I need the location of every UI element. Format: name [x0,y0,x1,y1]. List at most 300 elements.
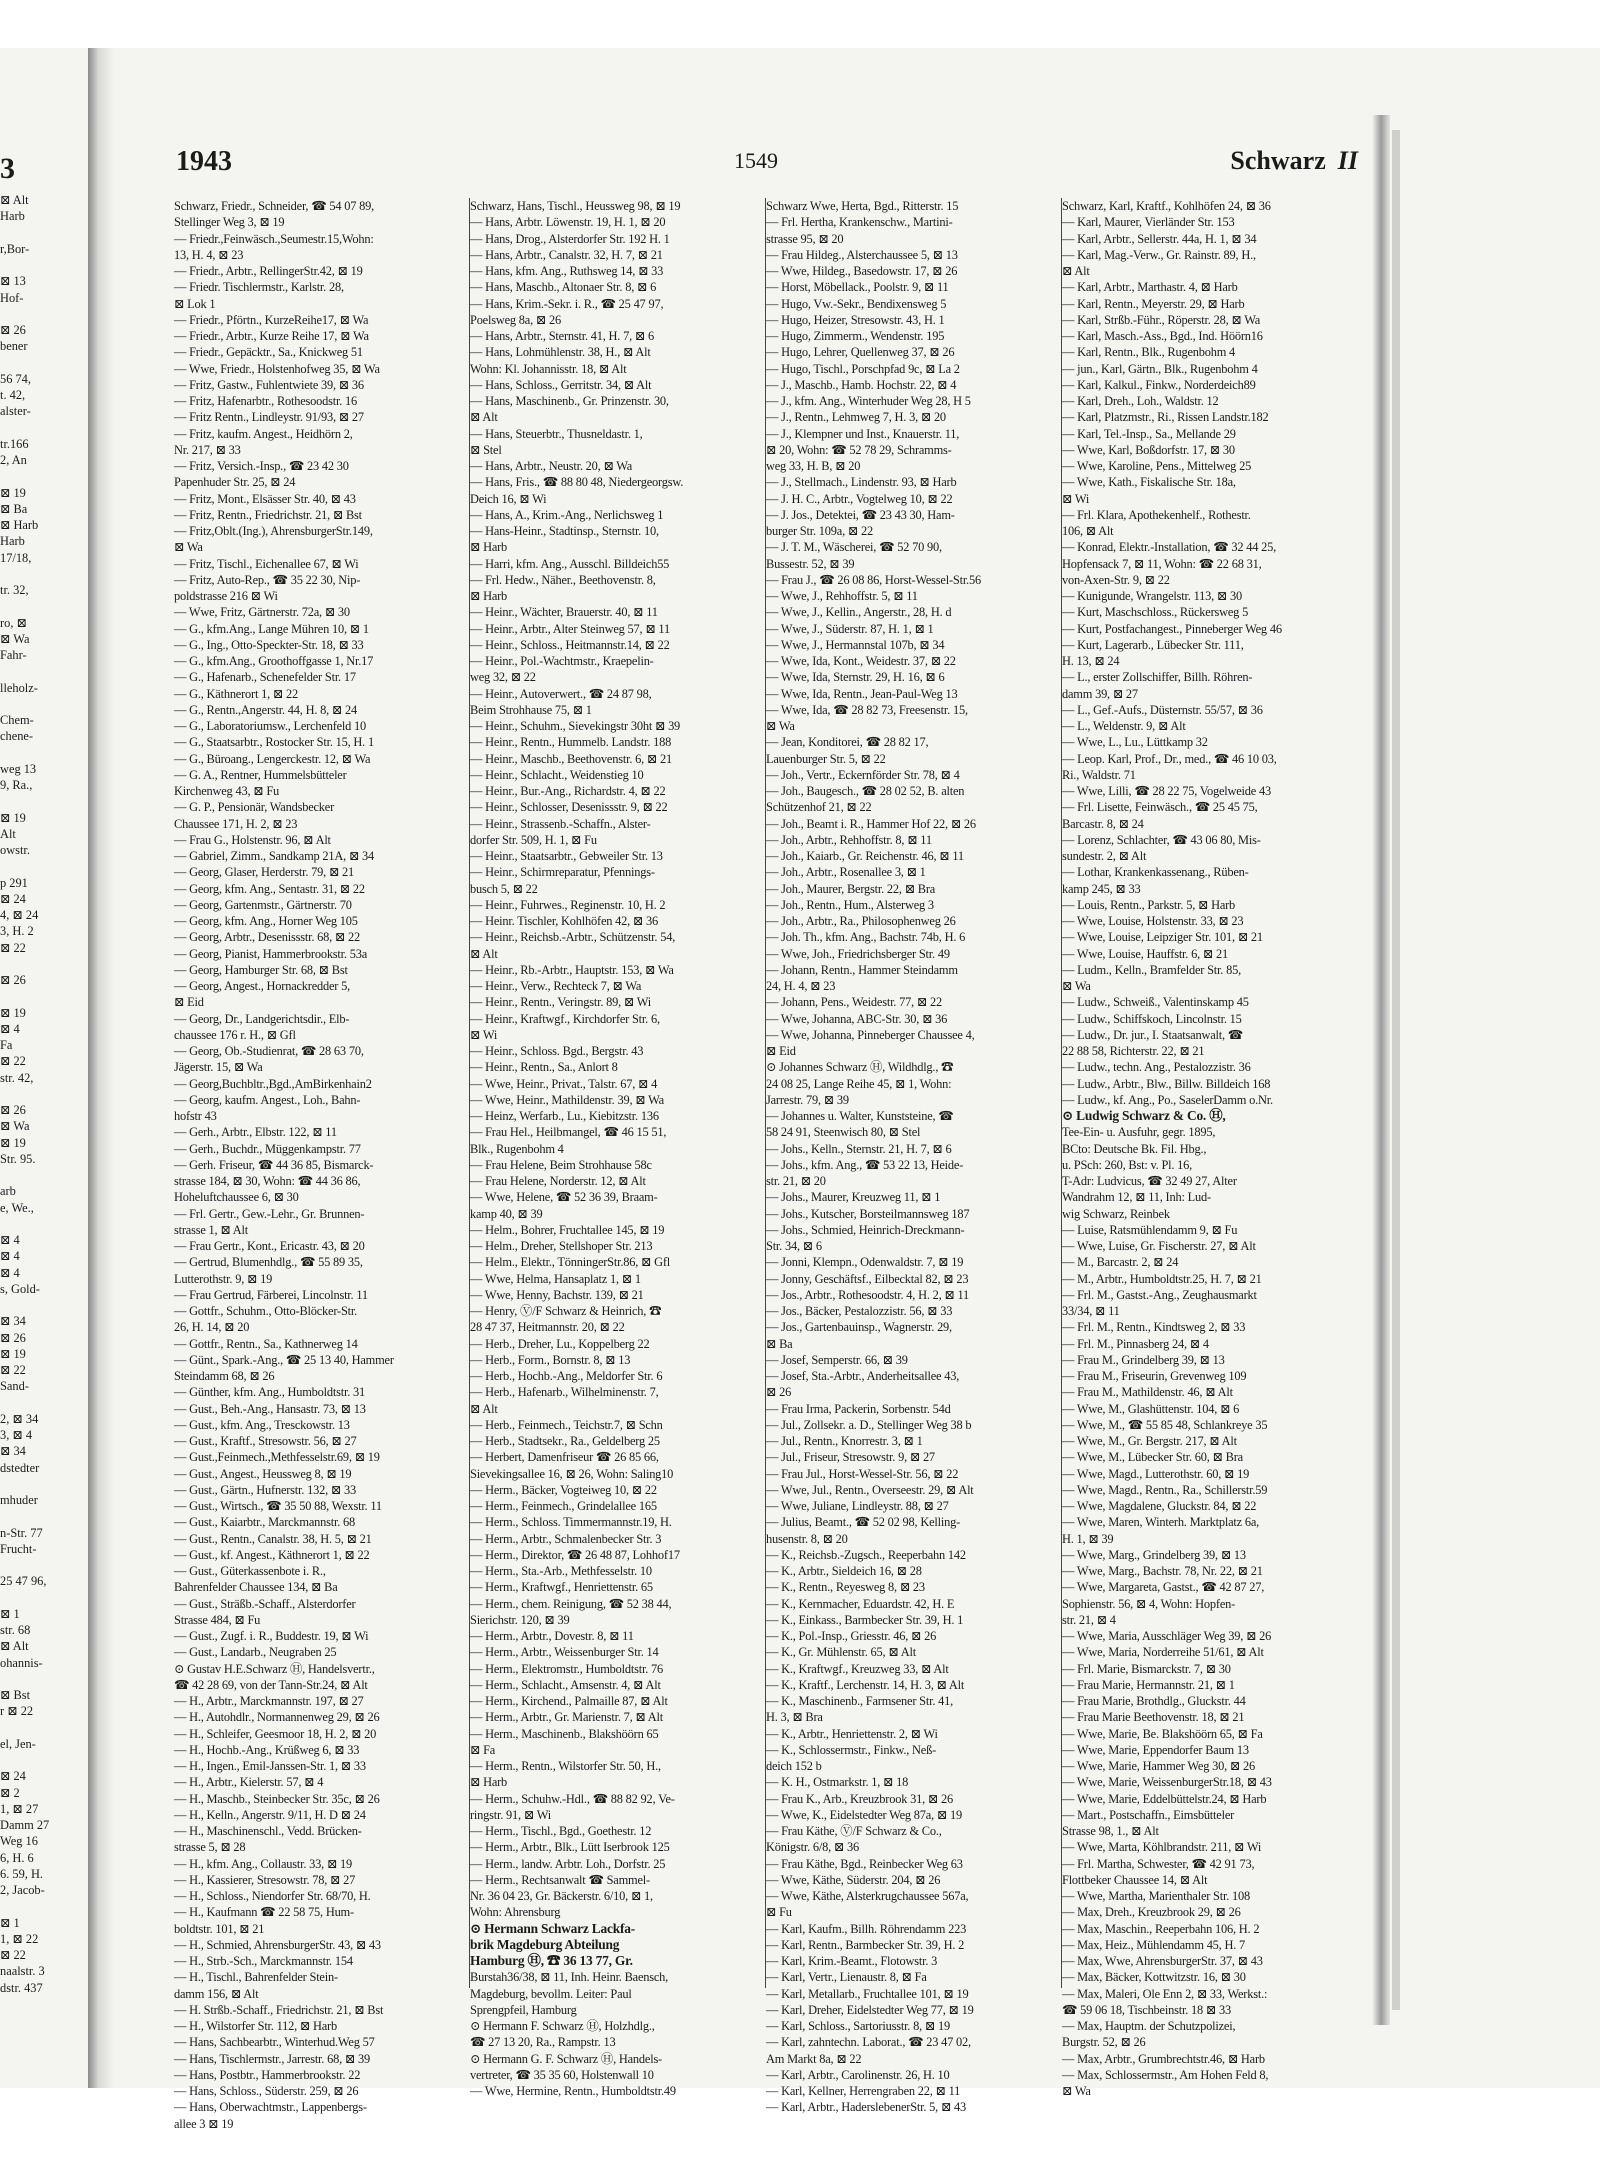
directory-entry-line: strasse 184, ⊠ 30, Wohn: ☎ 44 36 86, [174,1174,361,1188]
directory-entry-line: — Heinr., Rentn., Sa., Anlort 8 [470,1060,618,1075]
directory-entry-line: — Wwe, Marie, Eddelbüttelstr.24, ⊠ Harb [1062,1791,1267,1806]
left-page-line: ⊠ 13 [0,274,26,289]
left-page-line: ⊠ 22 [0,1948,26,1962]
directory-entry-line: — Frl. Hedw., Näher., Beethovenstr. 8, [470,572,656,587]
directory-entry-line: — H., Maschinenschl., Vedd. Brücken- [174,1824,362,1838]
directory-entry-line: Wohn: Ahrensburg [470,1905,561,1920]
directory-entry-line: — Karl, Schloss., Sartoriusstr. 8, ⊠ 19 [766,2019,950,2033]
directory-entry-line: — H., Arbtr., Marckmannstr. 197, ⊠ 27 [174,1694,364,1708]
directory-page [174,140,1362,2131]
directory-entry-line: — Wwe, Louise, Holstenstr. 33, ⊠ 23 [1062,914,1244,928]
directory-entry-line: — Wwe, M., Gr. Bergstr. 217, ⊠ Alt [1062,1434,1237,1448]
left-page-line: 4, ⊠ 24 [0,908,39,922]
directory-entry-line: wig Schwarz, Reinbek [1062,1206,1170,1221]
directory-entry-line: — Georg, kaufm. Angest., Loh., Bahn- [174,1092,361,1107]
directory-column-4 [1062,198,1362,2098]
directory-entry-line: — Wwe, Fritz, Gärtnerstr. 72a, ⊠ 30 [174,605,350,620]
left-page-line: Fahr- [0,648,27,662]
directory-entry-line: — Max, Schlossermstr., Am Hohen Feld 8, [1062,2067,1269,2082]
left-page-line [0,1086,86,1102]
directory-entry-line: — Wwe, Magd., Rentn., Ra., Schillerstr.59 [1062,1482,1268,1497]
directory-entry-line: — Herm., Schuhw.-Hdl., ☎ 88 82 92, Ve- [470,1791,675,1806]
directory-entry-line: — L., erster Zollschiffer, Billh. Röhren- [1062,670,1253,685]
directory-entry-line: — Fritz,Oblt.(Ing.), AhrensburgerStr.149, [174,524,373,538]
directory-entry-line: — Wwe, Maria, Norderreihe 51/61, ⊠ Alt [1062,1645,1264,1660]
directory-column-3 [766,198,1060,2115]
directory-entry-line: Schwarz, Hans, Tischl., Heussweg 98, ⊠ 19 [470,199,681,213]
directory-entry-line: Blk., Rugenbohm 4 [470,1141,564,1156]
directory-entry-line: — Heinr., Kraftwgf., Kirchdorfer Str. 6, [470,1011,660,1026]
directory-entry-line: — Wwe, M., Glashüttenstr. 104, ⊠ 6 [1062,1401,1240,1416]
directory-entry-line: — Johs., Maurer, Kreuzweg 11, ⊠ 1 [766,1190,941,1205]
directory-entry-line: — Karl, Arbtr., Carolinenstr. 26, H. 10 [766,2067,950,2082]
left-page-line: ⊠ 1 [0,1606,20,1621]
directory-entry-line: ⊠ Lok 1 [174,296,216,311]
directory-entry-line: — Hugo, Vw.-Sekr., Bendixensweg 5 [766,296,947,311]
directory-entry-line: — Herb., Dreher, Lu., Koppelberg 22 [470,1336,650,1351]
directory-entry-line: Schwarz, Karl, Kraftf., Kohlhöfen 24, ⊠ 36 [1062,199,1271,213]
directory-entry-line: sundestr. 2, ⊠ Alt [1062,849,1147,863]
directory-entry-line: — Wwe, Ida, Rentn., Jean-Paul-Weg 13 [766,686,958,701]
directory-entry-line: — Hans, Steuerbtr., Thusneldastr. 1, [470,426,643,441]
directory-entry-line: — K., Maschinenb., Farmsener Str. 41, [766,1694,954,1708]
directory-entry-line: — Karl, Rentn., Blk., Rugenbohm 4 [1062,345,1236,360]
directory-entry-line: — Johs., Schmied, Heinrich-Dreckmann- [766,1222,965,1237]
directory-entry-line: — Wwe, Johanna, Pinneberger Chaussee 4, [766,1027,975,1042]
directory-entry-line: — Frl. Marie, Bismarckstr. 7, ⊠ 30 [1062,1661,1231,1676]
directory-entry-line: — Ludw., kf. Ang., Po., SaselerDamm o.Nr. [1062,1092,1273,1107]
directory-entry-line: ⊙ Hermann F. Schwarz Ⓗ, Holzhdlg., [470,2019,655,2033]
directory-entry-line: Jägerstr. 15, ⊠ Wa [174,1060,263,1075]
left-page-line [0,1720,86,1736]
directory-entry-line: — G., Laboratoriumsw., Lerchenfeld 10 [174,719,367,733]
left-page-line: alster- [0,404,31,419]
page-number: 1549 [734,148,778,173]
directory-entry-line: ⊙ Gustav H.E.Schwarz Ⓗ, Handelsvertr., [174,1661,375,1676]
directory-entry-line: — Lothar, Krankenkassenang., Rüben- [1062,865,1249,880]
directory-entry-line: — Hans, Arbtr., Neustr. 20, ⊠ Wa [470,459,633,473]
directory-entry-line: ⊠ Wa [174,540,203,555]
directory-entry-line: ⊠ 20, Wohn: ☎ 52 78 29, Schramms- [766,442,952,457]
directory-entry-line: — Heinr., Rentn., Veringstr. 89, ⊠ Wi [470,995,651,1010]
left-page-line: t. 42, [0,388,26,402]
directory-entry-line: — Karl, Kaufm., Billh. Röhrendamm 223 [766,1921,967,1936]
directory-entry-line: — Johann, Rentn., Hammer Steindamm [766,962,958,977]
directory-entry-line: — J., Rentn., Lehmweg 7, H. 3, ⊠ 20 [766,410,946,425]
directory-entry-line: — J. H. C., Arbtr., Vogtelweg 10, ⊠ 22 [766,491,953,506]
left-page-line: 2, ⊠ 34 [0,1411,39,1426]
directory-entry-line: — M., Arbtr., Humboldtstr.25, H. 7, ⊠ 21 [1062,1271,1262,1286]
directory-entry-line: — Heinr., Bur.-Ang., Richardstr. 4, ⊠ 22 [470,784,666,798]
directory-entry-line: Bussestr. 52, ⊠ 39 [766,556,855,571]
directory-entry-line: — Georg, Dr., Landgerichtsdir., Elb- [174,1011,350,1026]
running-head-volume: II [1337,146,1358,175]
left-page-line: 6. 59, H. [0,1866,44,1881]
directory-entry-line: — Heinr., Schlacht., Weidenstieg 10 [470,767,644,782]
directory-entry-line: — Frau M., Friseurin, Grevenweg 109 [1062,1369,1247,1383]
directory-entry-line: Sievekingsallee 16, ⊠ 26, Wohn: Saling10 [470,1466,674,1481]
left-page-line [0,858,86,874]
directory-entry-line: — Georg, kfm. Ang., Horner Weg 105 [174,914,358,928]
directory-entry-line: — Herm., Direktor, ☎ 26 48 87, Lohhof17 [470,1547,680,1562]
left-page-line: tr. 32, [0,583,29,597]
directory-entry-line: — Fritz, Auto-Rep., ☎ 35 22 30, Nip- [174,572,361,587]
left-page-line: Damm 27 [0,1818,50,1832]
directory-entry-line: — Hans, Drog., Alsterdorfer Str. 192 H. 1 [470,231,670,246]
directory-entry-line: — Herm., landw. Arbtr. Loh., Dorfstr. 25 [470,1856,666,1871]
left-page-line: 25 47 96, [0,1574,47,1589]
left-page-line: r ⊠ 22 [0,1704,34,1719]
directory-entry-line: ⊠ Fu [766,1905,792,1920]
directory-entry-line: 24 08 25, Lange Reihe 45, ⊠ 1, Wohn: [766,1076,952,1091]
directory-entry-line: Hamburg Ⓗ, ☎ 36 13 77, Gr. [470,1953,633,1968]
directory-entry-line: — Hans, Schloss., Gerritstr. 34, ⊠ Alt [470,377,652,392]
left-page-fragment [0,150,86,1995]
directory-entry-line: — Helm., Dreher, Stellshoper Str. 213 [470,1239,653,1253]
directory-entry-line: — J., kfm. Ang., Winterhuder Weg 28, H 5 [766,394,971,408]
left-page-line: ⊠ 4 [0,1265,20,1280]
directory-entry-line: — Wwe, J., Rehhoffstr. 5, ⊠ 11 [766,589,918,603]
directory-entry-line: — Gottfr., Schuhm., Otto-Blöcker-Str. [174,1304,358,1318]
directory-column-1 [174,198,468,2131]
directory-entry-line: — Wwe, Marg., Grindelberg 39, ⊠ 13 [1062,1547,1246,1562]
directory-entry-line: Burstah36/38, ⊠ 11, Inh. Heinr. Baensch, [470,1970,669,1985]
directory-entry-line: — Hans, Arbtr., Sternstr. 41, H. 7, ⊠ 6 [470,329,654,343]
page-edge [1372,115,1390,2025]
left-page-line: Fa [0,1038,13,1052]
directory-entry-line: hofstr 43 [174,1109,217,1123]
left-page-line [0,1671,86,1687]
directory-entry-line: — Wwe, J., Süderstr. 87, H. 1, ⊠ 1 [766,621,934,636]
directory-entry-line: Barcastr. 8, ⊠ 24 [1062,816,1144,831]
left-page-line [0,1297,86,1313]
directory-entry-line: — Johannes u. Walter, Kunststeine, ☎ [766,1109,954,1123]
directory-entry-line: — Max, Maleri, Ole Enn 2, ⊠ 33, Werkst.: [1062,1986,1268,2001]
directory-entry-line: — Heinr., Schloss. Bgd., Bergstr. 43 [470,1044,644,1058]
left-page-line: ⊠ 24 [0,891,26,906]
directory-entry-line: — Herm., Tischl., Bgd., Goethestr. 12 [470,1824,652,1838]
left-page-line [0,663,86,679]
directory-entry-line: ⊠ Wa [1062,2084,1091,2098]
directory-entry-line: — Wwe, J., Hermannstal 107b, ⊠ 34 [766,637,945,652]
left-page-line: ⊠ 26 [0,1103,26,1117]
left-page-line: 3, H. 2 [0,924,34,939]
directory-entry-line: — Frau Käthe, Bgd., Reinbecker Weg 63 [766,1856,963,1871]
directory-entry-line: — Gust., kf. Angest., Käthnerort 1, ⊠ 22 [174,1547,370,1562]
directory-entry-line: ⊙ Hermann G. F. Schwarz Ⓗ, Handels- [470,2051,662,2066]
left-page-line: ⊠ 34 [0,1314,26,1329]
left-page-line: 17/18, [0,550,32,565]
directory-entry-line: Hopfensack 7, ⊠ 11, Wohn: ☎ 22 68 31, [1062,556,1262,571]
left-page-line: Hof- [0,290,24,305]
directory-entry-line: Lutterothstr. 9, ⊠ 19 [174,1271,273,1286]
directory-entry-line: ⊠ Wi [470,1027,498,1042]
directory-entry-line: — K., Arbtr., Henriettenstr. 2, ⊠ Wi [766,1726,938,1741]
directory-entry-line: 106, ⊠ Alt [1062,524,1114,538]
directory-entry-line: — H., Wilstorfer Str. 112, ⊠ Harb [174,2019,337,2033]
directory-entry-line: — Leop. Karl, Prof., Dr., med., ☎ 46 10 03, [1062,751,1277,766]
left-page-lines [0,192,86,1996]
directory-entry-line: Strasse 98, 1., ⊠ Alt [1062,1824,1159,1838]
directory-entry-line: — Helm., Elektr., TönningerStr.86, ⊠ Gfl [470,1255,671,1270]
directory-entry-line: — Frl. Gertr., Gew.-Lehr., Gr. Brunnen- [174,1206,365,1221]
directory-column-2 [470,198,764,2098]
directory-entry-line: — Wwe, J., Kellin., Angerstr., 28, H. d [766,605,952,620]
directory-entry-line: — Frau Irma, Packerin, Sorbenstr. 54d [766,1401,951,1416]
directory-entry-line: — H., Tischl., Bahrenfelder Stein- [174,1970,338,1985]
left-page-line: ⊠ 19 [0,485,26,500]
directory-entry-line: — Heinr., Wächter, Brauerstr. 40, ⊠ 11 [470,605,658,620]
directory-entry-line: ringstr. 91, ⊠ Wi [470,1807,551,1822]
directory-entry-line: burger Str. 109a, ⊠ 22 [766,524,873,538]
left-page-line: ⊠ Ba [0,501,28,516]
directory-entry-line: — Wwe, Ida, ☎ 28 82 73, Freesenstr. 15, [766,702,968,717]
directory-entry-line: — Karl, Masch.-Ass., Bgd., Ind. Höörn16 [1062,329,1263,343]
directory-entry-line: — G., Rentn.,Angerstr. 44, H. 8, ⊠ 24 [174,702,357,717]
directory-entry-line: Poelsweg 8a, ⊠ 26 [470,312,561,327]
directory-entry-line: — Hugo, Heizer, Stresowstr. 43, H. 1 [766,312,945,327]
left-page-line [0,420,86,436]
left-page-line: 2, Jacob- [0,1883,45,1897]
left-page-line: ⊠ 24 [0,1769,26,1784]
directory-entry-line: 33/34, ⊠ 11 [1062,1304,1120,1318]
directory-entry-line: — Hans, Krim.-Sekr. i. R., ☎ 25 47 97, [470,296,664,311]
directory-entry-line: — Gust., kfm. Ang., Tresckowstr. 13 [174,1417,350,1432]
directory-entry-line: — Karl, Platzmstr., Ri., Rissen Landstr.182 [1062,410,1269,425]
directory-entry-line: — Kurt, Lagerarb., Lübecker Str. 111, [1062,637,1244,652]
left-page-line [0,306,86,322]
directory-entry-line: — Wwe, Kath., Fiskalische Str. 18a, [1062,475,1236,490]
directory-entry-line: — H., Schloss., Niendorfer Str. 68/70, H. [174,1889,371,1903]
directory-entry-line: T-Adr: Ludvicus, ☎ 32 49 27, Alter [1062,1174,1237,1188]
directory-entry-line: — Henry, Ⓥ/F Schwarz & Heinrich, ☎ [470,1304,662,1318]
directory-entry-line: — Karl, Kellner, Herrengraben 22, ⊠ 11 [766,2084,961,2098]
directory-entry-line: — Louis, Rentn., Parkstr. 5, ⊠ Harb [1062,897,1236,912]
directory-entry-line: — Ludw., Schiffskoch, Lincolnstr. 15 [1062,1011,1242,1026]
directory-entry-line: — Kurt, Postfachangest., Pinneberger Weg 46 [1062,621,1282,636]
left-page-line: ⊠ 4 [0,1249,20,1264]
directory-entry-line: strasse 5, ⊠ 28 [174,1840,246,1855]
directory-entry-line: — Herbert, Damenfriseur ☎ 26 85 66, [470,1450,659,1465]
directory-entry-line: — Hugo, Lehrer, Quellenweg 37, ⊠ 26 [766,345,955,360]
directory-entry-line: — Georg, Hamburger Str. 68, ⊠ Bst [174,962,348,977]
directory-entry-line: — Frl. Hertha, Krankenschw., Martini- [766,215,953,230]
directory-entry-line: — Frau Gertr., Kont., Ericastr. 43, ⊠ 20 [174,1239,365,1253]
left-page-line: ohannis- [0,1655,43,1670]
directory-entry-line: — Frau M., Grindelberg 39, ⊠ 13 [1062,1352,1225,1367]
left-page-line: ⊠ 34 [0,1444,26,1459]
directory-entry-line: — Hugo, Zimmerm., Wendenstr. 195 [766,329,945,343]
directory-entry-line: — Wwe, Käthe, Süderstr. 204, ⊠ 26 [766,1872,941,1887]
left-page-line: Harb [0,209,25,224]
directory-entry-line: — H., Strb.-Sch., Marckmannstr. 154 [174,1954,353,1968]
directory-entry-line: vertreter, ☎ 35 35 60, Holstenwall 10 [470,2067,654,2082]
directory-entry-line: — Heinr., Reichsb.-Arbtr., Schützenstr. 54, [470,930,676,945]
directory-entry-line: — Heinr., Strassenb.-Schaffn., Alster- [470,816,651,831]
directory-entry-line: u. PSch: 260, Bst: v. Pl. 16, [1062,1157,1193,1172]
directory-entry-line: — G., kfm.Ang., Lange Mühren 10, ⊠ 1 [174,621,369,636]
directory-entry-line: — Friedr., Gepäcktr., Sa., Knickweg 51 [174,345,363,360]
left-page-line: ⊠ 4 [0,1021,20,1036]
left-page-line [0,1590,86,1606]
directory-entry-line: — Herm., Rentn., Wilstorfer Str. 50, H., [470,1759,661,1773]
directory-entry-line: — Gust., Wirtsch., ☎ 35 50 88, Wexstr. 11 [174,1499,382,1513]
left-page-line: Str. 95. [0,1151,36,1166]
left-page-line [0,1395,86,1411]
left-page-line: weg 13 [0,761,37,776]
directory-entry-line: Beim Strohhause 75, ⊠ 1 [470,702,592,717]
directory-entry-line: — Wwe, Marie, WeissenburgerStr.18, ⊠ 43 [1062,1775,1272,1790]
directory-entry-line: — Karl, Maurer, Vierländer Str. 153 [1062,215,1235,230]
directory-entry-line: — Gust., Kaiarbtr., Marckmannstr. 68 [174,1515,356,1530]
directory-entry-line: — Frau Jul., Horst-Wessel-Str. 56, ⊠ 22 [766,1466,959,1481]
directory-entry-line: — Jul., Friseur, Stresowstr. 9, ⊠ 27 [766,1450,935,1465]
directory-entry-line: Wandrahm 12, ⊠ 11, Inh: Lud- [1062,1190,1211,1205]
directory-entry-line: — Hans, Maschinenb., Gr. Prinzenstr. 30, [470,394,669,408]
directory-entry-line: — L., Weldenstr. 9, ⊠ Alt [1062,719,1186,733]
directory-entry-line: ☎ 59 06 18, Tischbeinstr. 18 ⊠ 33 [1062,2002,1231,2017]
directory-entry-line: boldtstr. 101, ⊠ 21 [174,1921,265,1936]
directory-entry-line: brik Magdeburg Abteilung [470,1936,620,1952]
directory-entry-line: — Herm., Rechtsanwalt ☎ Sammel- [470,1872,650,1887]
directory-entry-line: — Joh. Th., kfm. Ang., Bachstr. 74b, H. 6 [766,930,966,945]
directory-entry-line: — Frau Helene, Beim Strohhause 58c [470,1157,652,1172]
left-page-line: ⊠ 1 [0,1915,20,1930]
directory-entry-line: — Heinr., Schloss., Heitmannstr.14, ⊠ 22 [470,637,670,652]
page-year: 1943 [176,146,232,177]
directory-entry-line: — Georg, kfm. Ang., Sentastr. 31, ⊠ 22 [174,881,365,896]
left-page-line: Harb [0,534,25,549]
directory-entry-line: — Heinr. Tischler, Kohlhöfen 42, ⊠ 36 [470,914,658,928]
directory-entry-line: — Frau G., Holstenstr. 96, ⊠ Alt [174,832,331,847]
left-page-line [0,745,86,761]
directory-entry-line: — Herm., Sta.-Arb., Methfesselstr. 10 [470,1564,652,1578]
directory-entry-line: — Herm., chem. Reinigung, ☎ 52 38 44, [470,1596,672,1611]
left-page-line: ⊠ 19 [0,1005,26,1020]
directory-entry-line: ⊠ Wi [1062,491,1090,506]
directory-entry-line: — Max, Bäcker, Kottwitzstr. 16, ⊠ 30 [1062,1970,1246,1985]
directory-entry-line: — Mart., Postschaffn., Eimsbütteler [1062,1807,1235,1822]
directory-entry-line: — Gust., Zugf. i. R., Buddestr. 19, ⊠ Wi [174,1629,369,1643]
directory-entry-line: — Wwe, Ida, Sternstr. 29, H. 16, ⊠ 6 [766,670,945,685]
directory-entry-line: — H., Autohdlr., Normannenweg 29, ⊠ 26 [174,1710,380,1725]
directory-entry-line: — Joh., Arbtr., Rehhoffstr. 8, ⊠ 11 [766,832,932,847]
directory-entry-line: — Wwe, Louise, Leipziger Str. 101, ⊠ 21 [1062,930,1263,945]
left-page-line [0,468,86,484]
directory-entry-line: — Herm., Schlacht., Amsenstr. 4, ⊠ Alt [470,1677,661,1692]
directory-entry-line: — K., Rentn., Reyesweg 8, ⊠ 23 [766,1580,925,1595]
directory-entry-line: ⊠ Harb [470,1775,508,1790]
left-page-line [0,988,86,1004]
directory-entry-line: — K., Kernmacher, Eduardstr. 42, H. E [766,1596,955,1611]
directory-entry-line: — Wwe, Karl, Boßdorfstr. 17, ⊠ 30 [1062,442,1235,457]
directory-entry-line: — Wwe, Hermine, Rentn., Humboldtstr.49 [470,2084,676,2098]
directory-entry-line: — H., Kassierer, Stresowstr. 78, ⊠ 27 [174,1872,356,1887]
directory-entry-line: kamp 40, ⊠ 39 [470,1206,543,1221]
directory-entry-line: — Herm., Kraftwgf., Henriettenstr. 65 [470,1580,653,1595]
directory-entry-line: — Frau Hildeg., Alsterchaussee 5, ⊠ 13 [766,247,958,262]
left-page-line [0,956,86,972]
directory-entry-line: — Karl, zahntechn. Laborat., ☎ 23 47 02, [766,2035,971,2050]
directory-entry-line: husenstr. 8, ⊠ 20 [766,1531,848,1546]
directory-entry-line: — Max, Arbtr., Grumbrechtstr.46, ⊠ Harb [1062,2051,1265,2066]
directory-entry-line: Sprengpfeil, Hamburg [470,2002,577,2017]
directory-entry-line: Schwarz Wwe, Herta, Bgd., Ritterstr. 15 [766,199,959,213]
left-page-line: ⊠ 4 [0,1233,20,1247]
left-page-line [0,696,86,712]
directory-entry-line: — L., Gef.-Aufs., Düsternstr. 55/57, ⊠ 36 [1062,702,1263,717]
left-page-line: ⊠ 22 [0,940,26,955]
directory-entry-line: ⊠ Alt [470,410,498,425]
directory-entry-line: — Friedr., Arbtr., RellingerStr.42, ⊠ 19 [174,264,363,278]
left-page-line: ro, ⊠ [0,615,27,630]
directory-entry-line: — H., Hochb.-Ang., Krüßweg 6, ⊠ 33 [174,1742,360,1757]
directory-entry-line: — Herb., Form., Bornstr. 8, ⊠ 13 [470,1352,631,1367]
directory-entry-line: ⊙ Hermann Schwarz Lackfa- [470,1920,636,1936]
directory-entry-line: — Wwe, Henny, Bachstr. 139, ⊠ 21 [470,1287,644,1302]
directory-entry-line: ⊠ Alt [470,946,498,961]
directory-entry-line: — Herm., Kirchend., Palmaille 87, ⊠ Alt [470,1694,668,1708]
directory-entry-line: — Karl, Mag.-Verw., Gr. Rainstr. 89, H., [1062,247,1256,262]
book-gutter [88,48,114,2088]
directory-entry-line: — Johs., Kutscher, Borsteilmannsweg 187 [766,1206,970,1221]
left-page-line: str. 68 [0,1623,31,1637]
left-page-line [0,1167,86,1183]
directory-entry-line: damm 39, ⊠ 27 [1062,686,1138,701]
directory-entry-line: Bahrenfelder Chaussee 134, ⊠ Ba [174,1580,338,1595]
directory-entry-line: — Gust., Gärtn., Hufnerstr. 132, ⊠ 33 [174,1482,356,1497]
directory-entry-line: — J., Klempner und Inst., Knauerstr. 11, [766,426,960,441]
directory-entry-line: — Gust., Sträßb.-Schaff., Alsterdorfer [174,1596,356,1611]
directory-entry-line: — Jean, Konditorei, ☎ 28 82 17, [766,735,929,750]
left-page-heading: 3 [0,152,15,185]
directory-entry-line: — G., Ing., Otto-Speckter-Str. 18, ⊠ 33 [174,637,364,652]
left-page-line: Sand- [0,1379,29,1394]
left-page-line: owstr. [0,843,30,857]
directory-entry-line: Am Markt 8a, ⊠ 22 [766,2051,862,2066]
directory-entry-line: — Horst, Möbellack., Poolstr. 9, ⊠ 11 [766,280,949,295]
directory-entry-line: — J. T. M., Wäscherei, ☎ 52 70 90, [766,540,942,555]
directory-entry-line: allee 3 ⊠ 19 [174,2116,234,2131]
left-page-line [0,257,86,273]
directory-entry-line: von-Axen-Str. 9, ⊠ 22 [1062,572,1170,587]
directory-entry-line: — Luise, Ratsmühlendamm 9, ⊠ Fu [1062,1222,1238,1237]
directory-entry-line: — Joh., Arbtr., Ra., Philosophenweg 26 [766,914,956,928]
left-page-line [0,1557,86,1573]
left-page-line: 1, ⊠ 27 [0,1801,39,1816]
directory-entry-line: Chaussee 171, H. 2, ⊠ 23 [174,816,298,831]
directory-entry-line: Burgstr. 52, ⊠ 26 [1062,2035,1146,2050]
directory-entry-line: — Gust., Kraftf., Stresowstr. 56, ⊠ 27 [174,1434,357,1448]
directory-entry-line: — H., Schmied, AhrensburgerStr. 43, ⊠ 43 [174,1937,381,1952]
directory-entry-line: ⊠ Eid [174,995,204,1010]
directory-entry-line: — Joh., Beamt i. R., Hammer Hof 22, ⊠ 26 [766,816,976,831]
directory-entry-line: — Heinr., Staatsarbtr., Gebweiler Str. 13 [470,849,663,863]
directory-entry-line: — Wwe, Luise, Gr. Fischerstr. 27, ⊠ Alt [1062,1239,1256,1253]
directory-entry-line: Strasse 484, ⊠ Fu [174,1612,261,1627]
directory-entry-line: deich 152 b [766,1759,822,1773]
directory-entry-line: — Gust., Angest., Heussweg 8, ⊠ 19 [174,1466,352,1481]
directory-entry-line: — Wwe, M., Lübecker Str. 60, ⊠ Bra [1062,1450,1243,1465]
directory-entry-line: — K., Kraftf., Lerchenstr. 14, H. 3, ⊠ Alt [766,1677,965,1692]
directory-entry-line: — Wwe, Marie, Eppendorfer Baum 13 [1062,1742,1249,1757]
directory-entry-line: — Hans, Oberwachtmstr., Lappenbergs- [174,2100,367,2115]
directory-entry-line: — Herb., Hochb.-Ang., Meldorfer Str. 6 [470,1369,663,1383]
directory-entry-line: — Heinr., Autoverwert., ☎ 24 87 98, [470,686,652,701]
directory-entry-line: — Fritz Rentn., Lindleystr. 91/93, ⊠ 27 [174,410,364,425]
directory-entry-line: — Hans, Arbtr. Löwenstr. 19, H. 1, ⊠ 20 [470,215,666,230]
directory-entry-line: 58 24 91, Steenwisch 80, ⊠ Stel [766,1125,921,1140]
